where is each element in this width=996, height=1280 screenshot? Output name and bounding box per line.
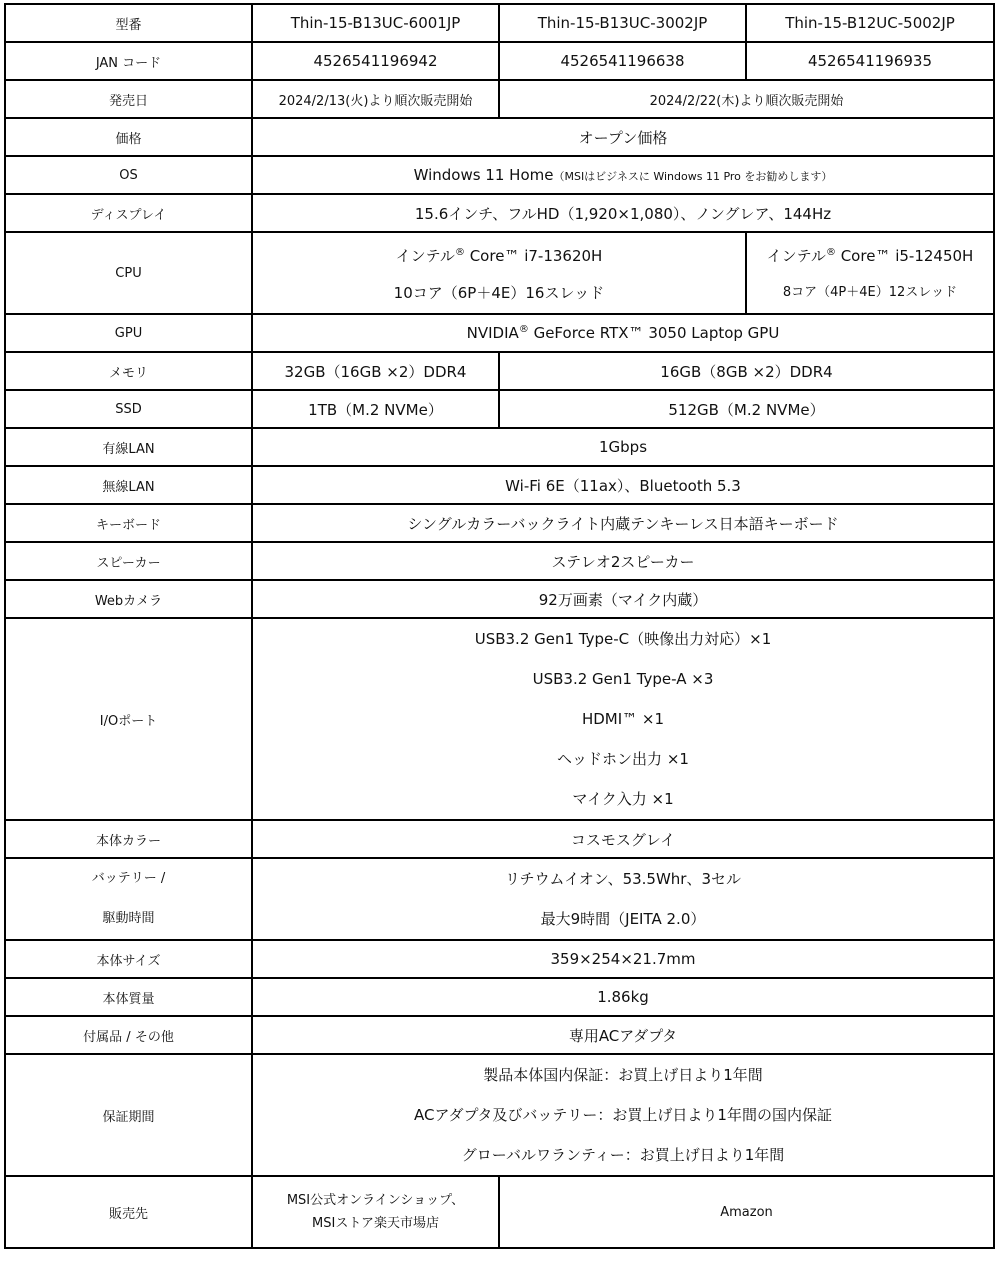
gpu-model: GeForce RTX™ 3050 Laptop GPU <box>528 324 780 342</box>
keyboard-value: シングルカラーバックライト内蔵テンキーレス日本語キーボード <box>252 504 994 542</box>
label-model: 型番 <box>5 4 252 42</box>
model-3: Thin-15-B12UC-5002JP <box>746 4 994 42</box>
jan-3: 4526541196935 <box>746 42 994 80</box>
io-values <box>252 618 994 820</box>
label-battery-2: 駆動時間 <box>102 911 155 926</box>
label-memory: メモリ <box>5 352 252 390</box>
warranty-item: グローバルワランティー：お買上げ日より1年間 <box>461 1146 785 1164</box>
battery-spec: リチウムイオン、53.5Whr、3セル <box>504 870 742 888</box>
io-port: USB3.2 Gen1 Type-A ×3 <box>532 670 714 688</box>
os-name: Windows 11 Home <box>413 166 554 184</box>
row-accessories <box>5 1016 994 1054</box>
ssd-1: 1TB（M.2 NVMe） <box>252 390 499 428</box>
row-cpu <box>5 232 994 314</box>
battery-values <box>252 858 994 940</box>
row-model <box>5 4 994 42</box>
label-size: 本体サイズ <box>5 940 252 978</box>
memory-1: 32GB（16GB ×2）DDR4 <box>252 352 499 390</box>
label-sellers: 販売先 <box>5 1176 252 1248</box>
memory-2: 16GB（8GB ×2）DDR4 <box>499 352 994 390</box>
seller-msi-online: MSI公式オンラインショップ、 <box>286 1193 465 1208</box>
label-battery <box>5 858 252 940</box>
label-release: 発売日 <box>5 80 252 118</box>
label-price: 価格 <box>5 118 252 156</box>
accessories-value: 専用ACアダプタ <box>252 1016 994 1054</box>
row-color <box>5 820 994 858</box>
weight-value: 1.86kg <box>252 978 994 1016</box>
io-port: HDMI™ ×1 <box>581 710 665 728</box>
size-value: 359×254×21.7mm <box>252 940 994 978</box>
cpu-a-brand: インテル <box>395 247 455 265</box>
label-cpu: CPU <box>5 232 252 314</box>
label-battery-1: バッテリー / <box>91 871 166 886</box>
io-port: USB3.2 Gen1 Type-C（映像出力対応）×1 <box>474 630 772 648</box>
row-jan <box>5 42 994 80</box>
label-accessories: 付属品 / その他 <box>5 1016 252 1054</box>
cpu-a-model: Core™ i7-13620H <box>464 247 603 265</box>
row-io <box>5 618 994 820</box>
cpu-b-model: Core™ i5-12450H <box>835 247 974 265</box>
speaker-value: ステレオ2スピーカー <box>252 542 994 580</box>
label-ssd: SSD <box>5 390 252 428</box>
row-size <box>5 940 994 978</box>
label-display: ディスプレイ <box>5 194 252 232</box>
io-port: ヘッドホン出力 ×1 <box>557 750 689 768</box>
seller-msi-rakuten: MSIストア楽天市場店 <box>312 1216 439 1231</box>
row-sellers <box>5 1176 994 1248</box>
reg-mark: ® <box>454 247 465 258</box>
label-webcam: Webカメラ <box>5 580 252 618</box>
cpu-a-cores: 10コア（6P＋4E）16スレッド <box>393 284 605 302</box>
label-wireless: 無線LAN <box>5 466 252 504</box>
cpu-b <box>746 232 994 314</box>
os-value <box>252 156 994 194</box>
model-1: Thin-15-B13UC-6001JP <box>252 4 499 42</box>
row-gpu <box>5 314 994 352</box>
row-memory <box>5 352 994 390</box>
wireless-value: Wi-Fi 6E（11ax）、Bluetooth 5.3 <box>252 466 994 504</box>
os-note: （MSIはビジネスに Windows 11 Pro をお勧めします） <box>553 170 833 183</box>
warranty-values <box>252 1054 994 1176</box>
row-battery <box>5 858 994 940</box>
release-1: 2024/2/13(火)より順次販売開始 <box>252 80 499 118</box>
display-value: 15.6インチ、フルHD（1,920×1,080）、ノングレア、144Hz <box>252 194 994 232</box>
row-ssd <box>5 390 994 428</box>
jan-1: 4526541196942 <box>252 42 499 80</box>
row-warranty <box>5 1054 994 1176</box>
gpu-value <box>252 314 994 352</box>
spec-table <box>4 3 995 1249</box>
row-wireless <box>5 466 994 504</box>
label-os: OS <box>5 156 252 194</box>
jan-2: 4526541196638 <box>499 42 746 80</box>
label-keyboard: キーボード <box>5 504 252 542</box>
reg-mark: ® <box>825 247 836 258</box>
sellers-b: Amazon <box>499 1176 994 1248</box>
row-wired-lan <box>5 428 994 466</box>
row-weight <box>5 978 994 1016</box>
warranty-item: 製品本体国内保証：お買上げ日より1年間 <box>483 1066 763 1084</box>
model-2: Thin-15-B13UC-3002JP <box>499 4 746 42</box>
sellers-a <box>252 1176 499 1248</box>
label-speaker: スピーカー <box>5 542 252 580</box>
row-price <box>5 118 994 156</box>
cpu-b-cores: 8コア（4P＋4E）12スレッド <box>782 285 958 300</box>
label-wired-lan: 有線LAN <box>5 428 252 466</box>
warranty-item: ACアダプタ及びバッテリー：お買上げ日より1年間の国内保証 <box>414 1106 832 1124</box>
row-webcam <box>5 580 994 618</box>
row-keyboard <box>5 504 994 542</box>
battery-life: 最大9時間（JEITA 2.0） <box>540 910 706 928</box>
gpu-brand: NVIDIA <box>466 324 519 342</box>
io-port: マイク入力 ×1 <box>572 790 674 808</box>
price-value: オープン価格 <box>252 118 994 156</box>
wired-lan-value: 1Gbps <box>252 428 994 466</box>
row-speaker <box>5 542 994 580</box>
ssd-2: 512GB（M.2 NVMe） <box>499 390 994 428</box>
color-value: コスモスグレイ <box>252 820 994 858</box>
release-2: 2024/2/22(木)より順次販売開始 <box>499 80 994 118</box>
reg-mark: ® <box>518 324 529 335</box>
cpu-b-brand: インテル <box>766 247 826 265</box>
label-gpu: GPU <box>5 314 252 352</box>
label-weight: 本体質量 <box>5 978 252 1016</box>
webcam-value: 92万画素（マイク内蔵） <box>252 580 994 618</box>
row-display <box>5 194 994 232</box>
label-color: 本体カラー <box>5 820 252 858</box>
row-os <box>5 156 994 194</box>
label-jan: JAN コード <box>5 42 252 80</box>
label-warranty: 保証期間 <box>5 1054 252 1176</box>
cpu-a <box>252 232 746 314</box>
row-release <box>5 80 994 118</box>
label-io: I/Oポート <box>5 618 252 820</box>
